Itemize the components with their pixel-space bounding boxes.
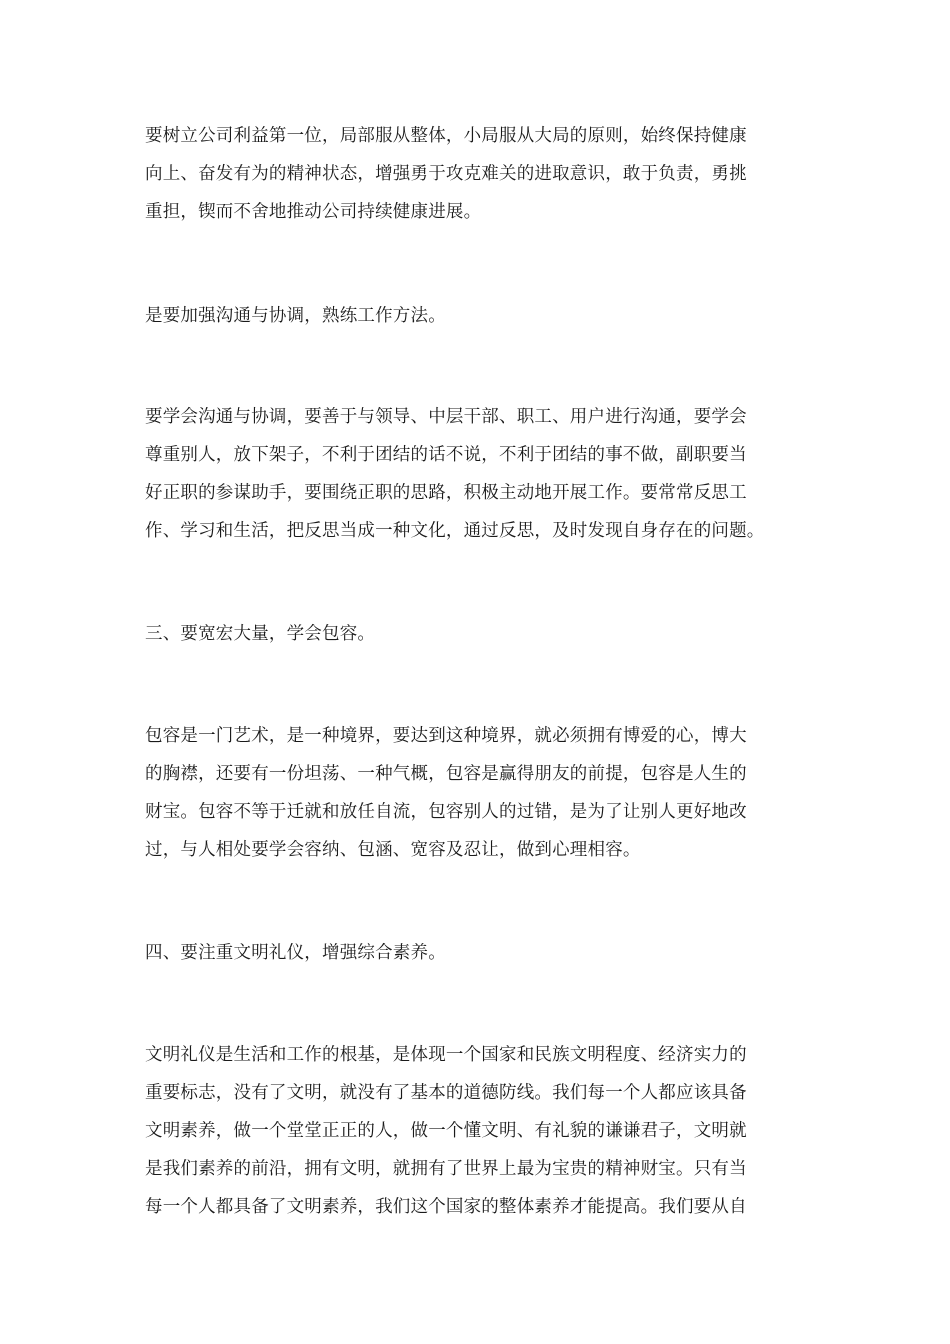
paragraph-company-interest <box>145 117 810 231</box>
text-line: 包容是一门艺术，是一种境界，要达到这种境界，就必须拥有博爱的心，博大 <box>145 726 747 746</box>
text-line: 财宝。包容不等于迁就和放任自流，包容别人的过错，是为了让别人更好地改 <box>145 802 747 822</box>
text-line: 要树立公司利益第一位，局部服从整体，小局服从大局的原则，始终保持健康 <box>145 126 747 146</box>
text-line: 的胸襟，还要有一份坦荡、一种气概，包容是赢得朋友的前提，包容是人生的 <box>145 764 747 784</box>
text-line: 每一个人都具备了文明素养，我们这个国家的整体素养才能提高。我们要从自 <box>145 1197 747 1217</box>
paragraph-tolerance <box>145 717 810 869</box>
paragraph-etiquette <box>145 1036 810 1226</box>
text-line: 文明素养，做一个堂堂正正的人，做一个懂文明、有礼貌的谦谦君子，文明就 <box>145 1121 747 1141</box>
text-line: 要学会沟通与协调，要善于与领导、中层干部、职工、用户进行沟通，要学会 <box>145 407 747 427</box>
text-line: 文明礼仪是生活和工作的根基，是体现一个国家和民族文明程度、经济实力的 <box>145 1045 747 1065</box>
text-line: 好正职的参谋助手，要围绕正职的思路，积极主动地开展工作。要常常反思工 <box>145 483 747 503</box>
text-line: 是要加强沟通与协调，熟练工作方法。 <box>145 306 446 326</box>
text-line: 作、学习和生活，把反思当成一种文化，通过反思，及时发现自身存在的问题。 <box>145 521 765 541</box>
paragraph-communication-heading <box>145 297 810 335</box>
text-line: 尊重别人，放下架子，不利于团结的话不说，不利于团结的事不做，副职要当 <box>145 445 747 465</box>
paragraph-communication <box>145 398 810 550</box>
text-line: 三、要宽宏大量，学会包容。 <box>145 624 376 644</box>
text-line: 是我们素养的前沿，拥有文明，就拥有了世界上最为宝贵的精神财宝。只有当 <box>145 1159 747 1179</box>
section-heading-etiquette <box>145 934 810 972</box>
text-line: 向上、奋发有为的精神状态，增强勇于攻克难关的进取意识，敢于负责，勇挑 <box>145 164 747 184</box>
text-line: 过，与人相处要学会容纳、包涵、宽容及忍让，做到心理相容。 <box>145 840 641 860</box>
text-line: 重要标志，没有了文明，就没有了基本的道德防线。我们每一个人都应该具备 <box>145 1083 747 1103</box>
text-line: 四、要注重文明礼仪，增强综合素养。 <box>145 943 446 963</box>
text-line: 重担，锲而不舍地推动公司持续健康进展。 <box>145 202 482 222</box>
section-heading-tolerance <box>145 615 810 653</box>
